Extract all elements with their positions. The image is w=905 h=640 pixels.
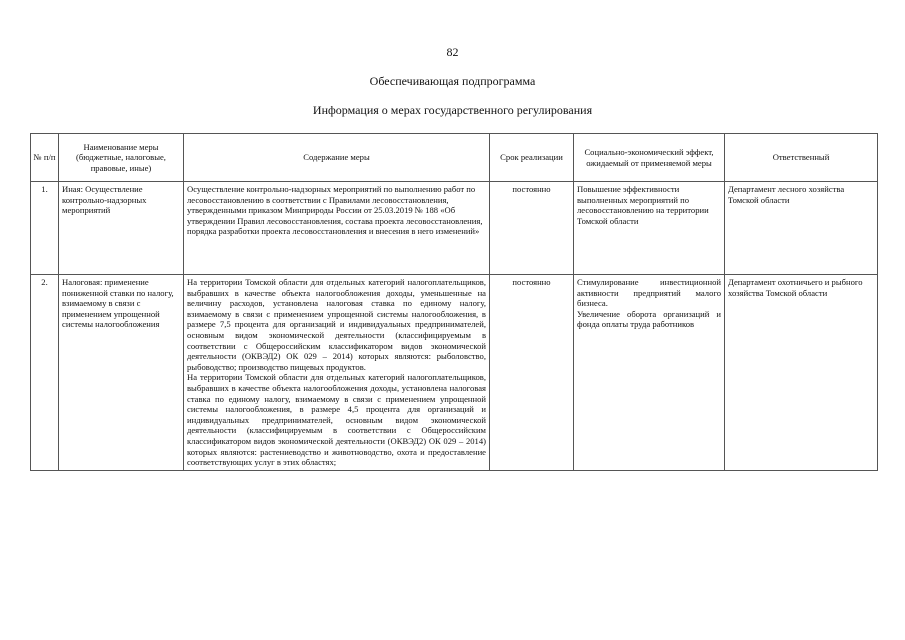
header-responsible: Ответственный — [725, 134, 878, 182]
header-num: № п/п — [31, 134, 59, 182]
row-num: 1. — [31, 182, 59, 275]
header-name: Наименование меры (бюджетные, налоговые, правовые, иные) — [59, 134, 184, 182]
table-row — [31, 182, 878, 275]
row-content-paragraph: На территории Томской области для отдельных категорий налогоплательщиков, выбравших в качестве объекта налогообложения доходы, уменьшенные на величину расходов, установлена налоговая ставка по единому налогу, взимаемому в связи с применением упрощенной системы налогообложения, в размере 7,5 процента для организаций и индивидуальных предпринимателей, основным видом экономической деятельности (классифицируемым в соответствии с Общероссийским классификатором видов экономической деятельности (ОКВЭД2) ОК 029 – 2014) которых являются: рыболовство, рыбоводство; производство пищевых продуктов. — [187, 277, 486, 372]
row-responsible: Департамент охотничьего и рыбного хозяйства Томской области — [725, 275, 878, 471]
header-content: Содержание меры — [184, 134, 490, 182]
header-effect: Социально-экономический эффект, ожидаемый от применяемой меры — [574, 134, 725, 182]
row-content: Осуществление контрольно-надзорных мероприятий по выполнению работ по лесовосстановлению в соответствии с Правилами лесовосстановления, утвержденными приказом Минприроды России от 25.03.2019 № 188 «Об утверждении Правил лесовосстановления, состава проекта лесовосстановления, порядка разработки проекта лесовосстановления и внесения в него изменений» — [184, 182, 490, 275]
row-measure-name: Налоговая: применение пониженной ставки по налогу, взимаемому в связи с применением упрощенной системы налогообложения — [59, 275, 184, 471]
row-content — [184, 275, 490, 471]
row-effect-paragraph: Увеличение оборота организаций и фонда оплаты труда работников — [577, 308, 721, 330]
row-term: постоянно — [490, 275, 574, 471]
row-content-paragraph: На территории Томской области для отдельных категорий налогоплательщиков, выбравших в качестве объекта налогообложения доходы, установлена налоговая ставка по единому налогу, взимаемому в связи с применением упрощенной системы налогообложения, в размере 4,5 процента для организаций и индивидуальных предпринимателей, основным видом экономической деятельности (классифицируемым в соответствии с Общероссийским классификатором видов экономической деятельности (ОКВЭД2) ОК 029 – 2014) которых являются: растениеводство и животноводство, охота и предоставление соответствующих услуг в этих областях; — [187, 372, 486, 468]
section-title: Информация о мерах государственного регулирования — [312, 103, 593, 117]
page-number: 82 — [446, 45, 459, 59]
row-measure-name: Иная: Осуществление контрольно-надзорных мероприятий — [59, 182, 184, 275]
row-effect-paragraph: Стимулирование инвестиционной активности предприятий малого бизнеса. — [577, 277, 721, 309]
table-row — [31, 275, 878, 471]
header-term: Срок реализации — [490, 134, 574, 182]
table-header-row — [31, 134, 878, 182]
measures-table — [30, 133, 878, 471]
row-num: 2. — [31, 275, 59, 471]
row-term: постоянно — [490, 182, 574, 275]
row-effect: Повышение эффективности выполненных мероприятий по лесовосстановлению на территории Томской области — [574, 182, 725, 275]
subprogram-title: Обеспечивающая подпрограмма — [369, 74, 536, 88]
row-responsible: Департамент лесного хозяйства Томской области — [725, 182, 878, 275]
row-effect — [574, 275, 725, 471]
